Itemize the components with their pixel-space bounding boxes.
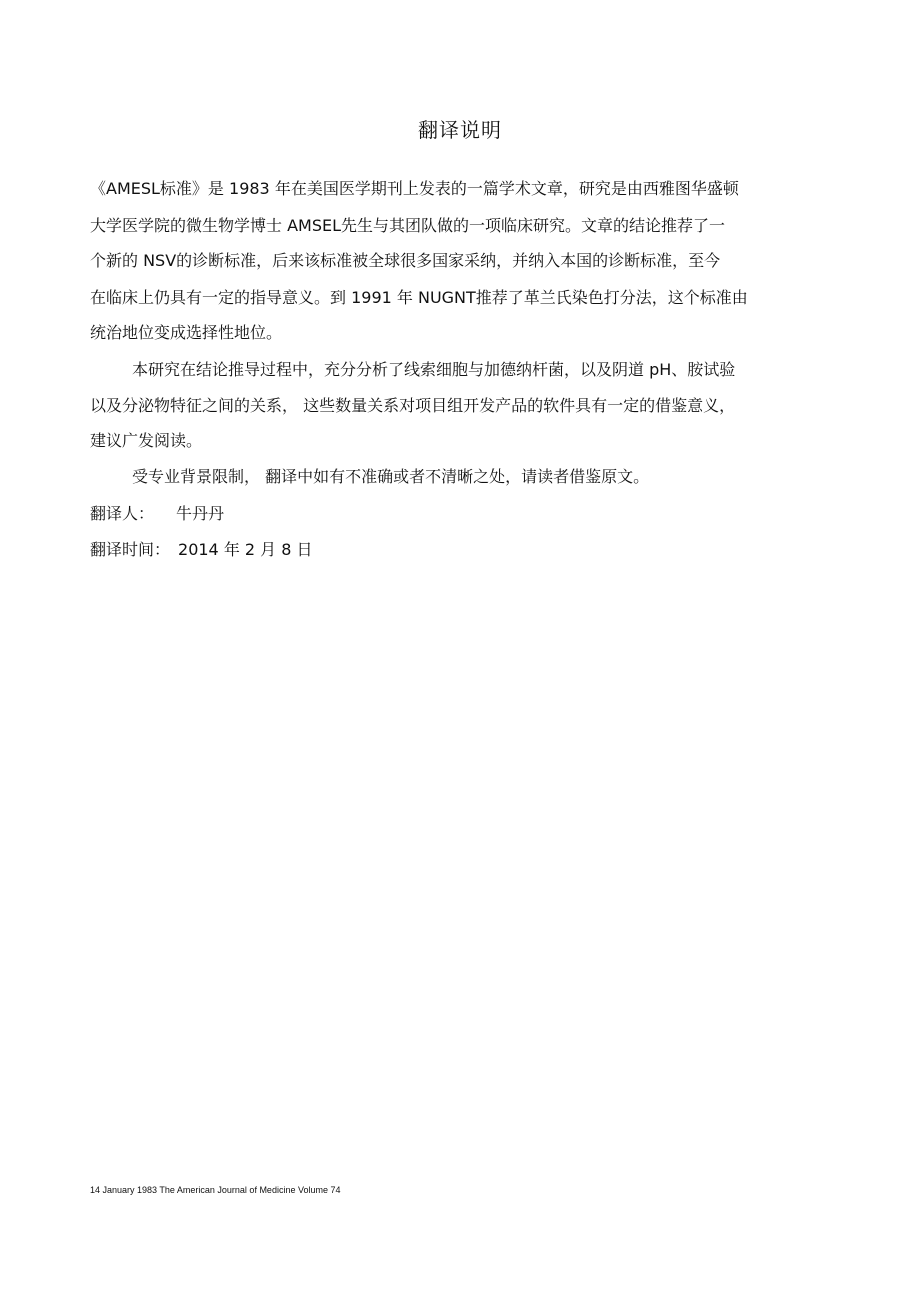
translator-name: 牛丹丹: [176, 504, 225, 523]
paragraph1-line: 统治地位变成选择性地位。: [90, 323, 283, 342]
paragraph2-line: 以及分泌物特征之间的关系， 这些数量关系对项目组开发产品的软件具有一定的借鉴意义，: [90, 396, 736, 415]
journal-footer: 14 January 1983 The American Journal of Medicine Volume 74: [90, 1185, 341, 1195]
translator-label: 翻译人：: [90, 504, 155, 523]
paragraph3-line: 受专业背景限制， 翻译中如有不准确或者不清晰之处，请读者借鉴原文。: [132, 467, 650, 486]
date-row: [90, 539, 313, 561]
paragraph1-line: 在临床上仍具有一定的指导意义。到 1991 年 NUGNT推荐了革兰氏染色打分法，这个标准由: [90, 288, 748, 307]
paragraph1-line: 大学医学院的微生物学博士 AMSEL先生与其团队做的一项临床研究。文章的结论推荐了一: [90, 216, 726, 235]
paragraph1-line: 个新的 NSV的诊断标准，后来该标准被全球很多国家采纳，并纳入本国的诊断标准，至今: [90, 251, 721, 270]
date-label: 翻译时间：: [90, 540, 171, 559]
page-title: 翻译说明: [418, 118, 502, 142]
date-value: 2014 年 2 月 8 日: [178, 540, 313, 559]
paragraph2-line: 本研究在结论推导过程中，充分分析了线索细胞与加德纳杆菌，以及阴道 pH、胺试验: [132, 360, 736, 379]
paragraph1-line: 《AMESL标准》是 1983 年在美国医学期刊上发表的一篇学术文章，研究是由西雅图华盛顿: [90, 179, 739, 198]
translator-row: [90, 503, 224, 525]
paragraph2-line: 建议广发阅读。: [90, 431, 203, 450]
